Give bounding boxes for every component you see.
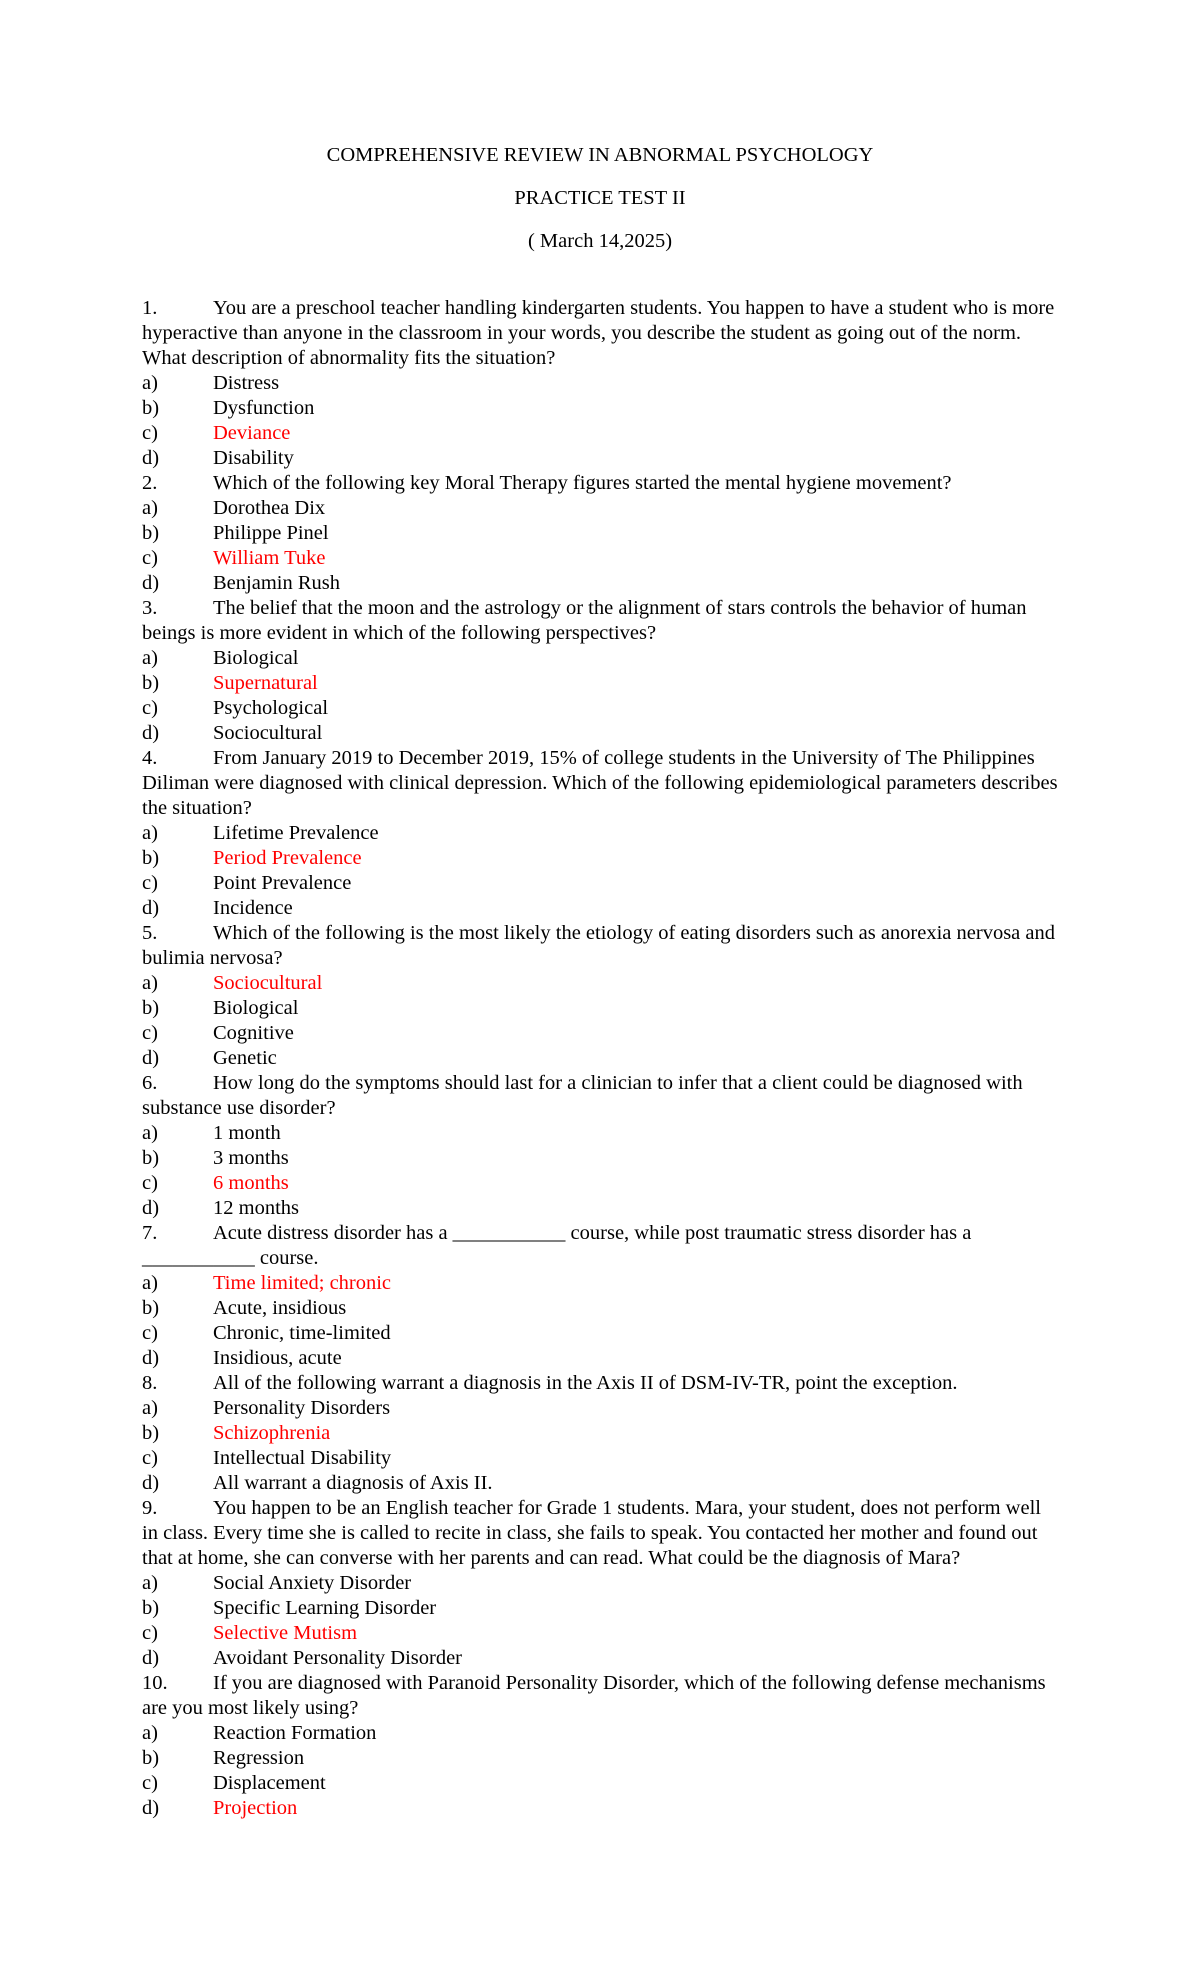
option-letter: a) [142,822,158,844]
question-block [142,746,1058,921]
question-number: 5. [142,922,158,944]
option-text: Avoidant Personality Disorder [213,1647,462,1669]
option-letter: c) [142,422,158,444]
option-text: Intellectual Disability [213,1447,392,1469]
document-subtitle: PRACTICE TEST II [514,187,686,209]
option-letter: c) [142,1622,158,1644]
option-letter: c) [142,547,158,569]
option-text: Sociocultural [213,722,323,744]
option-letter: d) [142,722,160,744]
option-text: Supernatural [213,672,318,694]
option-letter: a) [142,372,158,394]
question-stem [142,1371,1058,1396]
question-stem [142,1496,1058,1571]
option-text: 1 month [213,1122,281,1144]
question-block [142,1496,1058,1671]
question-stem [142,596,1058,646]
option-text: 6 months [213,1172,289,1194]
option-letter: c) [142,1447,158,1469]
question-block [142,1071,1058,1221]
option-letter: c) [142,872,158,894]
question-block [142,471,1058,596]
question-stem [142,1221,1058,1271]
option-text: Insidious, acute [213,1347,342,1369]
question-text: All of the following warrant a diagnosis in the Axis II of DSM-IV-TR, point the exception. [213,1372,958,1394]
option-text: Psychological [213,697,329,719]
option [142,646,1058,671]
question-number: 9. [142,1497,158,1519]
question-stem [142,1671,1058,1721]
option-letter: b) [142,1747,160,1769]
option-letter: b) [142,997,160,1019]
question-number: 7. [142,1222,158,1244]
question-block [142,1671,1058,1821]
option [142,521,1058,546]
option-letter: a) [142,1272,158,1294]
option-letter: a) [142,1397,158,1419]
option [142,396,1058,421]
option-text: Point Prevalence [213,872,352,894]
question-number: 3. [142,597,158,619]
question-text: If you are diagnosed with Paranoid Personality Disorder, which of the following defense mechanisms are you most likely using? [142,1672,1046,1719]
option-letter: b) [142,1297,160,1319]
option-text: Incidence [213,897,293,919]
option-text: Period Prevalence [213,847,362,869]
option [142,1146,1058,1171]
question-text: How long do the symptoms should last for a clinician to infer that a client could be diagnosed with substance use disorder? [142,1072,1023,1119]
option [142,896,1058,921]
option [142,1046,1058,1071]
option-text: Dysfunction [213,397,315,419]
option [142,696,1058,721]
question-number: 6. [142,1072,158,1094]
option [142,871,1058,896]
question-stem [142,471,1058,496]
option [142,1746,1058,1771]
option-text: Social Anxiety Disorder [213,1572,412,1594]
option-letter: d) [142,1797,160,1819]
question-number: 1. [142,297,158,319]
option-text: Selective Mutism [213,1622,358,1644]
answer-option [142,671,1058,696]
option-letter: a) [142,1722,158,1744]
answer-option [142,846,1058,871]
option-text: Biological [213,997,299,1019]
option [142,1721,1058,1746]
question-block [142,921,1058,1071]
option [142,1771,1058,1796]
option-letter: b) [142,1147,160,1169]
option-text: Schizophrenia [213,1422,331,1444]
option [142,1571,1058,1596]
option-text: Acute, insidious [213,1297,347,1319]
option-letter: d) [142,1647,160,1669]
option [142,1396,1058,1421]
option [142,1596,1058,1621]
question-block [142,1371,1058,1496]
option-text: Disability [213,447,294,469]
option-text: Lifetime Prevalence [213,822,379,844]
option-letter: c) [142,1322,158,1344]
option-letter: c) [142,1772,158,1794]
option [142,721,1058,746]
option-letter: d) [142,1047,160,1069]
answer-option [142,1271,1058,1296]
question-number: 2. [142,472,158,494]
option-text: Displacement [213,1772,326,1794]
option-letter: a) [142,1572,158,1594]
option-letter: d) [142,572,160,594]
option [142,1446,1058,1471]
option-letter: d) [142,1472,160,1494]
option [142,446,1058,471]
answer-option [142,1421,1058,1446]
option-letter: c) [142,697,158,719]
option-text: 3 months [213,1147,289,1169]
option-letter: a) [142,647,158,669]
question-block [142,1221,1058,1371]
option [142,496,1058,521]
option-letter: b) [142,672,160,694]
option-letter: c) [142,1172,158,1194]
document-date: ( March 14,2025) [527,230,673,252]
question-block [142,296,1058,471]
option-text: Deviance [213,422,291,444]
option-text: Reaction Formation [213,1722,377,1744]
option-text: Regression [213,1747,305,1769]
question-stem [142,921,1058,971]
option [142,1021,1058,1046]
answer-option [142,546,1058,571]
option-letter: a) [142,972,158,994]
option [142,1121,1058,1146]
option-letter: b) [142,1422,160,1444]
option-text: Genetic [213,1047,277,1069]
option-letter: b) [142,397,160,419]
option-text: 12 months [213,1197,299,1219]
option [142,1471,1058,1496]
question-text: From January 2019 to December 2019, 15% of college students in the University of The Philippines Diliman were diagnosed with clinical depression. Which of the following epidemiological parameters describes the situation? [142,747,1058,819]
option [142,1321,1058,1346]
option-letter: b) [142,522,160,544]
answer-option [142,421,1058,446]
answer-option [142,1621,1058,1646]
option-letter: a) [142,497,158,519]
question-number: 4. [142,747,158,769]
option-text: Time limited; chronic [213,1272,392,1294]
option-letter: d) [142,1197,160,1219]
option-letter: a) [142,1122,158,1144]
question-text: Which of the following is the most likely the etiology of eating disorders such as anorexia nervosa and bulimia nervosa? [142,922,1056,969]
option-text: Personality Disorders [213,1397,391,1419]
question-stem [142,296,1058,371]
answer-option [142,971,1058,996]
question-text: Acute distress disorder has a ___________ course, while post traumatic stress disorder has a ___________ course. [142,1222,972,1269]
option-letter: c) [142,1022,158,1044]
option-text: Specific Learning Disorder [213,1597,437,1619]
option [142,1296,1058,1321]
option-text: All warrant a diagnosis of Axis II. [213,1472,493,1494]
question-stem [142,746,1058,821]
question-text: You happen to be an English teacher for Grade 1 students. Mara, your student, does not perform well in class. Every time she is called to recite in class, she fails to speak. You contacted her mother and found out that at home, she can converse with her parents and can read. What could be the diagnosis of Mara? [142,1497,1041,1569]
option-text: Benjamin Rush [213,572,340,594]
option-text: Chronic, time-limited [213,1322,391,1344]
question-text: The belief that the moon and the astrology or the alignment of stars controls the behavior of human beings is more evident in which of the following perspectives? [142,597,1027,644]
question-number: 10. [142,1672,168,1694]
question-text: Which of the following key Moral Therapy figures started the mental hygiene movement? [213,472,952,494]
option-text: Biological [213,647,299,669]
option-text: Distress [213,372,280,394]
option [142,821,1058,846]
option [142,571,1058,596]
option [142,1196,1058,1221]
answer-option [142,1171,1058,1196]
document-title: COMPREHENSIVE REVIEW IN ABNORMAL PSYCHOLOGY [326,144,874,166]
option-text: Philippe Pinel [213,522,329,544]
question-stem [142,1071,1058,1121]
question-list [142,296,1058,1821]
option-text: William Tuke [213,547,326,569]
option [142,996,1058,1021]
option-letter: d) [142,897,160,919]
answer-option [142,1796,1058,1821]
option-text: Cognitive [213,1022,294,1044]
question-text: You are a preschool teacher handling kindergarten students. You happen to have a student who is more hyperactive than anyone in the classroom in your words, you describe the student as going out of the norm. What description of abnormality fits the situation? [142,297,1055,369]
option-letter: d) [142,1347,160,1369]
option-letter: b) [142,847,160,869]
question-number: 8. [142,1372,158,1394]
option-text: Projection [213,1797,298,1819]
option [142,1646,1058,1671]
question-block [142,596,1058,746]
option-letter: d) [142,447,160,469]
option-letter: b) [142,1597,160,1619]
option [142,371,1058,396]
option-text: Sociocultural [213,972,323,994]
option-text: Dorothea Dix [213,497,326,519]
option [142,1346,1058,1371]
